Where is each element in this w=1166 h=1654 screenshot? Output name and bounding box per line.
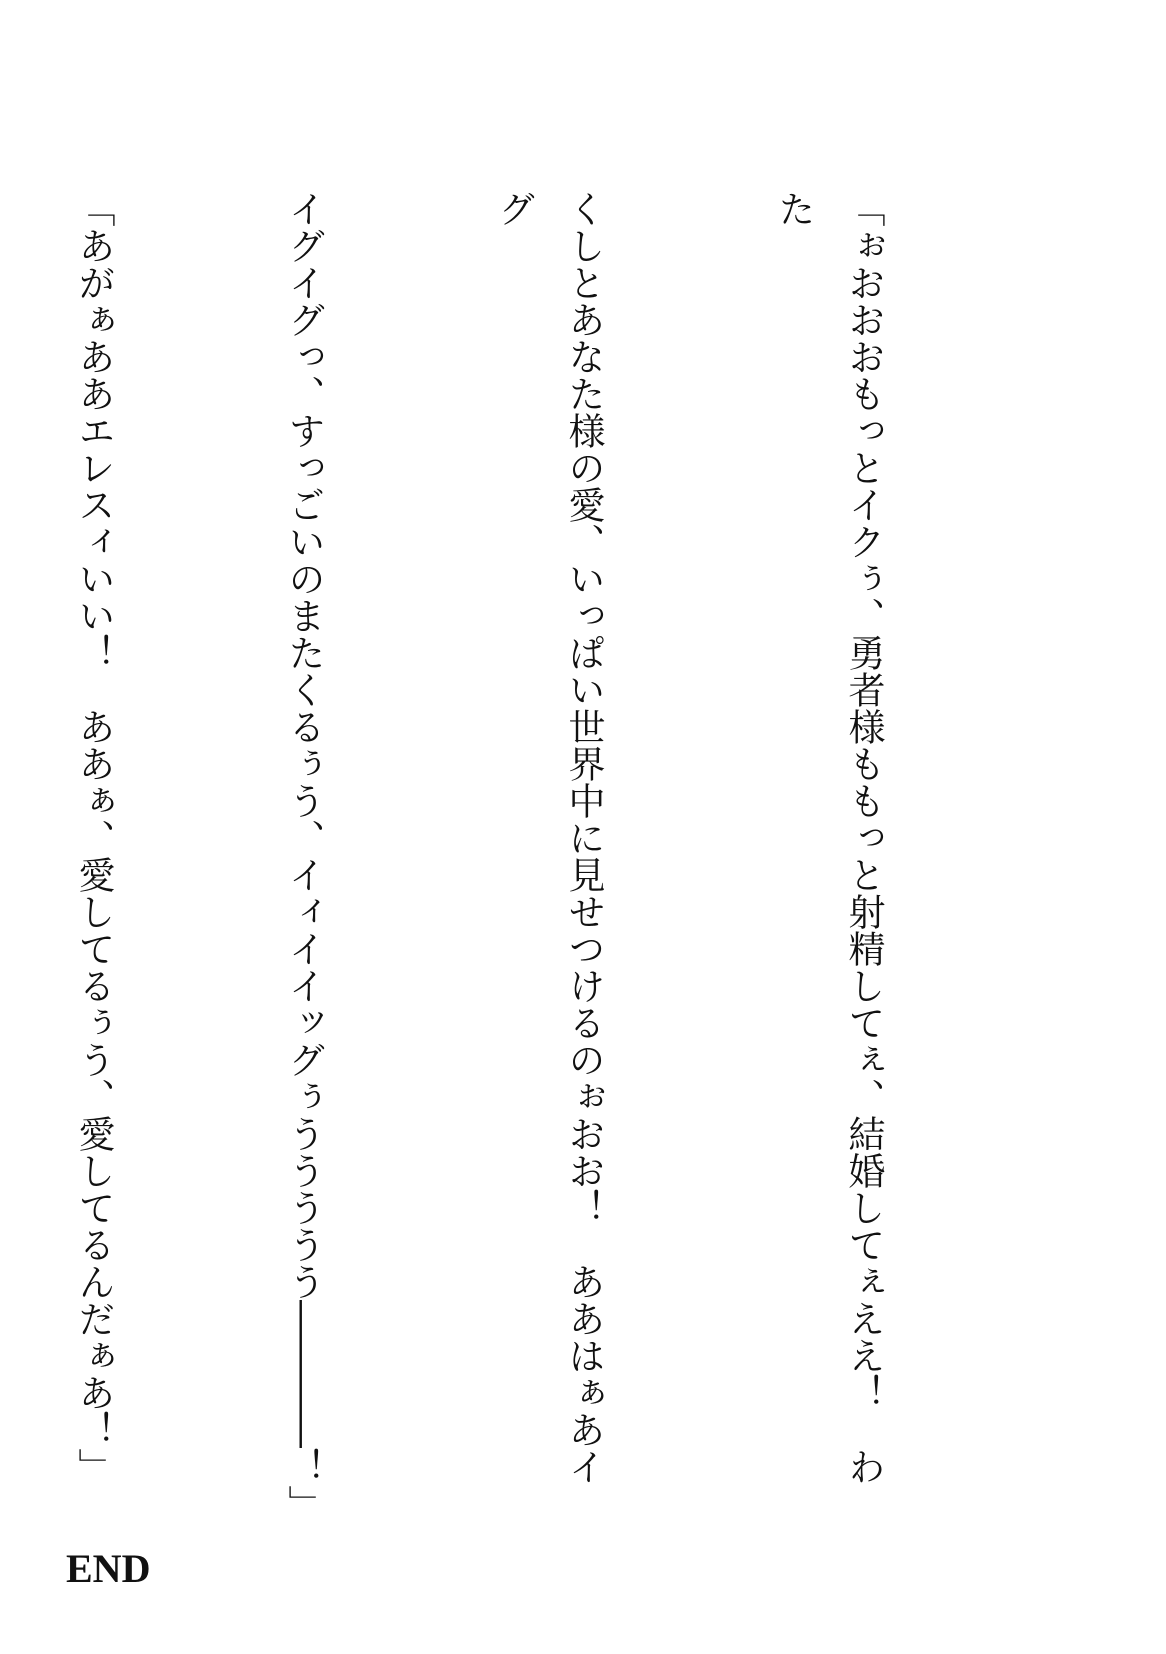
text-line: イグイグっ、すっごいのまたくるぅう、イィイイッグぅううううう――――！」 [282, 190, 325, 1522]
text-line: 「ぉおおおもっとイクぅ、勇者様ももっと射精してぇ、結婚してぇええ！ わた [772, 190, 885, 1485]
text-line: 「あがぁああエレスィいい！ ああぁ、愛してるぅう、愛してるんだぁあ！」 [72, 190, 115, 1485]
text-line: くしとあなた様の愛、いっぱい世界中に見せつけるのぉおお！ ああはぁあイグ [492, 190, 605, 1485]
vertical-text-body [0, 190, 1038, 1522]
end-label: END [66, 1546, 151, 1591]
